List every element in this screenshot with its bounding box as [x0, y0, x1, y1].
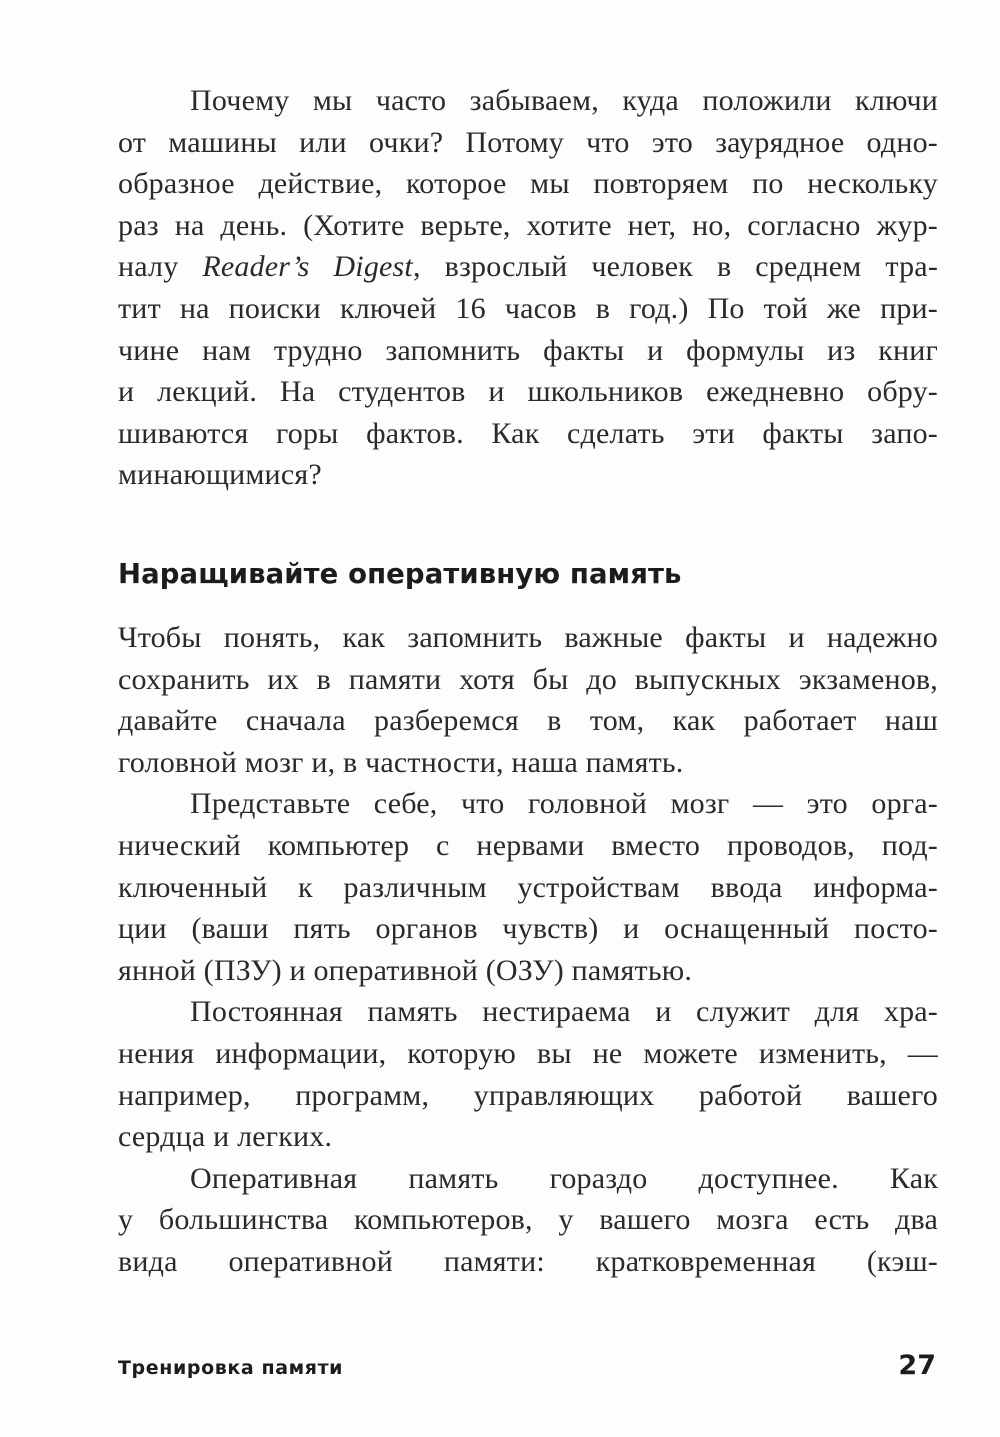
text-line: шиваются горы фактов. Как сделать эти факты запо- — [118, 416, 938, 450]
page-number: 27 — [898, 1350, 936, 1381]
text-line: и лекций. На студентов и школьников ежедневно обру- — [118, 375, 938, 409]
text-fragment: налу — [118, 250, 203, 284]
text-line: Постоянная память нестираема и служит для хра- — [190, 995, 938, 1029]
text-line: образное действие, которое мы повторяем по нескольку — [118, 167, 938, 201]
text-line: например, программ, управляющих работой вашего — [118, 1078, 938, 1112]
running-footer-title: Тренировка памяти — [118, 1357, 344, 1379]
text-line: чине нам трудно запомнить факты и формулы из книг — [118, 333, 938, 367]
section-heading: Наращивайте оперативную память — [118, 558, 682, 590]
text-line: давайте сначала разберемся в том, как работает наш — [118, 704, 938, 738]
text-line: Оперативная память гораздо доступнее. Как — [190, 1161, 938, 1195]
text-line: нический компьютер с нервами вместо проводов, под- — [118, 828, 938, 862]
text-line: сохранить их в памяти хотя бы до выпускных экзаменов, — [118, 662, 938, 696]
text-line: головной мозг и, в частности, наша память. — [118, 745, 684, 779]
text-line: от машины или очки? Потому что это заурядное одно- — [118, 125, 938, 159]
text-line: у большинства компьютеров, у вашего мозга есть два — [118, 1203, 938, 1237]
text-line — [118, 246, 938, 288]
magazine-title: Reader’s Digest — [202, 250, 413, 284]
paragraph-keys — [118, 80, 938, 496]
text-line: нения информации, которую вы не можете изменить, — — [118, 1036, 938, 1070]
text-line: вида оперативной памяти: кратковременная (кэш- — [118, 1244, 938, 1278]
text-fragment: , взрослый человек в среднем тра- — [412, 250, 939, 284]
text-line: ключенный к различным устройствам ввода информа- — [118, 870, 938, 904]
text-line: минающимися? — [118, 458, 322, 492]
text-line: тит на поиски ключей 16 часов в год.) По той же при- — [118, 291, 938, 325]
text-line: янной (ПЗУ) и оперативной (ОЗУ) памятью. — [118, 953, 693, 987]
text-line: Почему мы часто забываем, куда положили ключи — [190, 84, 938, 117]
text-line: раз на день. (Хотите верьте, хотите нет, но, согласно жур- — [118, 208, 938, 242]
text-line: сердца и легких. — [118, 1120, 333, 1154]
text-line: Представьте себе, что головной мозг — это орга- — [190, 787, 938, 821]
section-body — [118, 617, 938, 1283]
text-line: ции (ваши пять органов чувств) и оснащенный посто- — [118, 912, 938, 946]
text-line: Чтобы понять, как запомнить важные факты и надежно — [118, 621, 938, 654]
